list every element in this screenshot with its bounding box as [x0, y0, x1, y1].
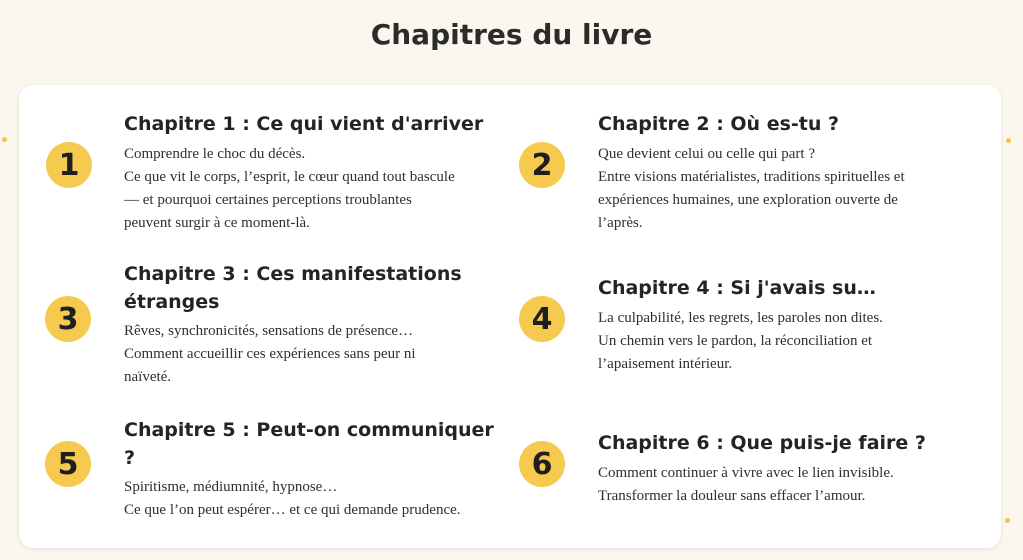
description-line: La culpabilité, les regrets, les paroles non dites.	[598, 310, 883, 326]
chapter-title: Chapitre 4 : Si j'avais su…	[598, 277, 876, 299]
chapter-description	[598, 143, 983, 235]
chapter-description	[598, 462, 983, 508]
description-line: peuvent surgir à ce moment-là.	[124, 215, 310, 231]
description-line: — et pourquoi certaines perceptions troublantes	[124, 192, 412, 208]
description-line: expériences humaines, une exploration ouverte de	[598, 192, 898, 208]
description-line: Ce que l’on peut espérer… et ce qui demande prudence.	[124, 502, 461, 518]
chapter-description	[124, 320, 514, 389]
description-line: Spiritisme, médiumnité, hypnose…	[124, 479, 338, 495]
chapter-title: Chapitre 3 : Ces manifestations étranges	[124, 263, 462, 313]
chapter-title: Chapitre 2 : Où es-tu ?	[598, 113, 840, 135]
description-line: l’après.	[598, 215, 643, 231]
chapter-number-badge: 6	[519, 441, 565, 487]
description-line: Ce que vit le corps, l’esprit, le cœur quand tout bascule	[124, 169, 455, 185]
chapter-description	[124, 143, 514, 235]
decorative-dot	[1005, 518, 1010, 523]
chapter-number-badge: 3	[45, 296, 91, 342]
description-line: Entre visions matérialistes, traditions spirituelles et	[598, 169, 905, 185]
chapter-description	[598, 307, 983, 376]
page-title: Chapitres du livre	[370, 17, 653, 51]
decorative-dot	[1006, 138, 1011, 143]
description-line: Comment continuer à vivre avec le lien invisible.	[598, 465, 894, 481]
description-line: Comment accueillir ces expériences sans peur ni	[124, 346, 416, 362]
chapter-title: Chapitre 1 : Ce qui vient d'arriver	[124, 113, 484, 135]
chapter-title: Chapitre 6 : Que puis-je faire ?	[598, 432, 926, 454]
chapters-card	[19, 85, 1001, 548]
chapter-number-badge: 1	[46, 142, 92, 188]
chapter-title: Chapitre 5 : Peut-on communiquer ?	[124, 419, 494, 469]
description-line: l’apaisement intérieur.	[598, 356, 733, 372]
chapter-number-badge: 2	[519, 142, 565, 188]
decorative-dot	[2, 137, 7, 142]
description-line: naïveté.	[124, 369, 172, 385]
description-line: Transformer la douleur sans effacer l’amour.	[598, 488, 866, 504]
chapter-description	[124, 476, 519, 522]
description-line: Comprendre le choc du décès.	[124, 146, 306, 162]
description-line: Un chemin vers le pardon, la réconciliation et	[598, 333, 873, 349]
chapter-number-badge: 5	[45, 441, 91, 487]
chapter-number-badge: 4	[519, 296, 565, 342]
description-line: Que devient celui ou celle qui part ?	[598, 146, 815, 162]
description-line: Rêves, synchronicités, sensations de présence…	[124, 323, 414, 339]
